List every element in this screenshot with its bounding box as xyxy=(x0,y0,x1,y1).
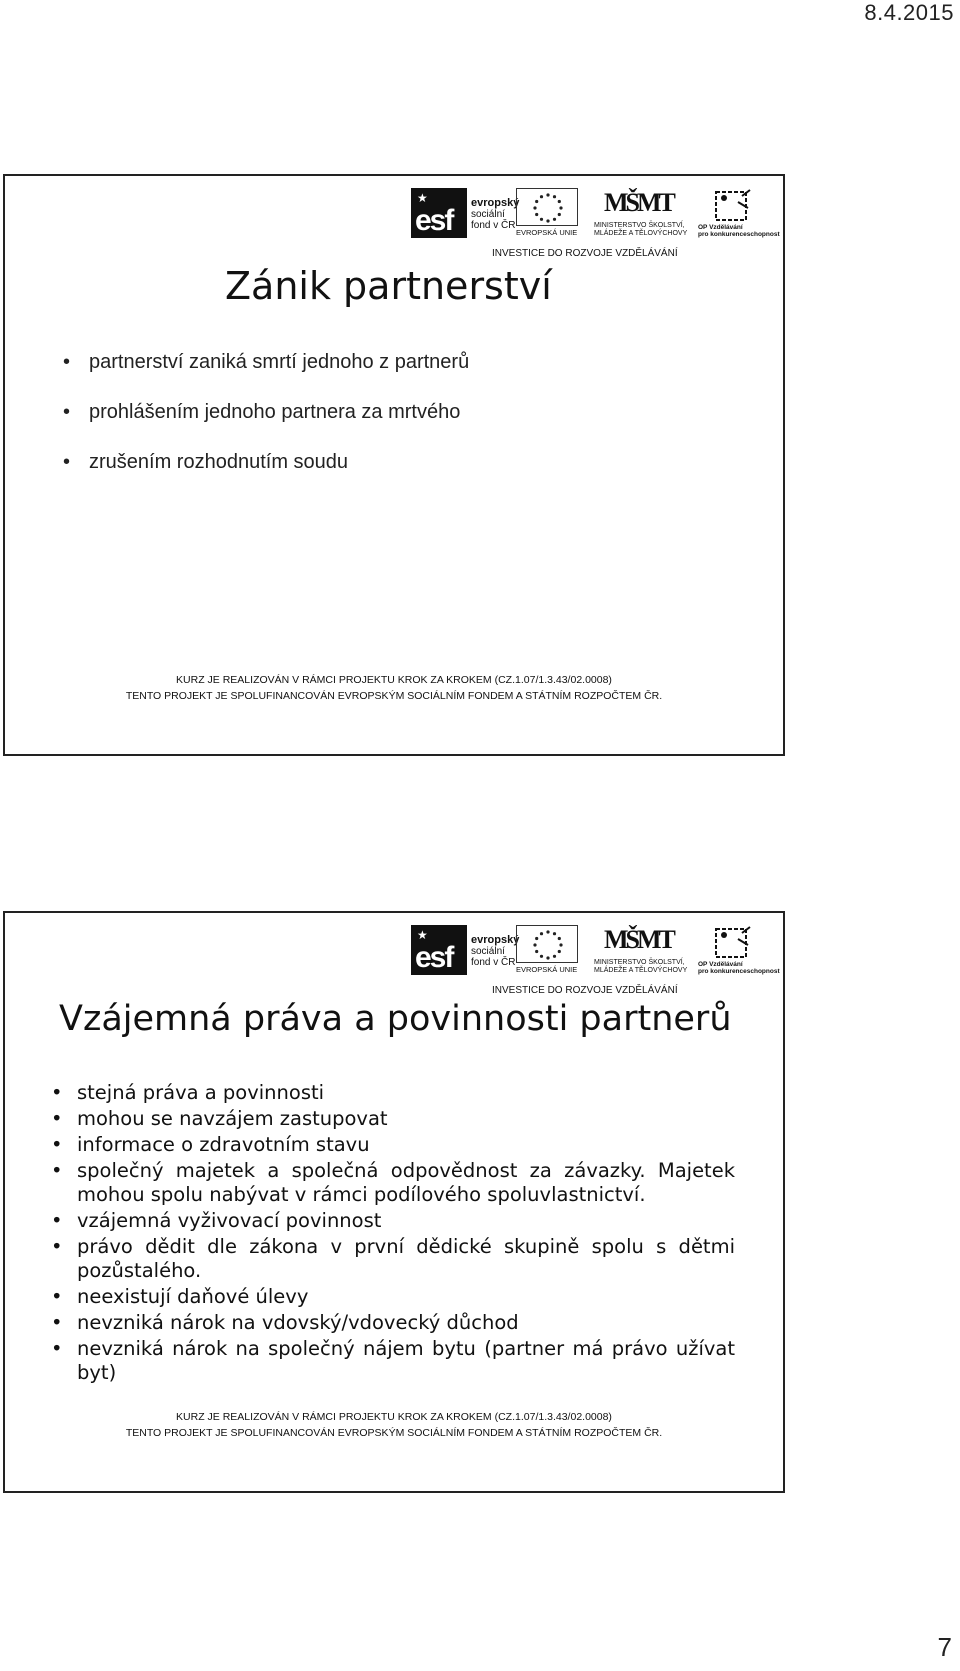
eu-logo xyxy=(516,925,578,975)
op-text-line2: pro konkurenceschopnost xyxy=(698,968,780,975)
bullet-list xyxy=(89,350,739,500)
list-item: • mohou se navzájem zastupovat xyxy=(77,1107,735,1131)
msmt-mark-icon: MŠMT xyxy=(604,188,673,217)
page-date: 8.4.2015 xyxy=(864,0,954,25)
list-item: • nevzniká nárok na společný nájem bytu (partner má právo užívat byt) xyxy=(77,1337,735,1385)
msmt-text-line1: MINISTERSTVO ŠKOLSTVÍ, xyxy=(594,959,685,966)
list-item: • prohlášením jednoho partnera za mrtvého xyxy=(89,400,739,450)
op-logo xyxy=(694,188,780,238)
esf-text-line1: evropský xyxy=(471,197,520,209)
investice-label: INVESTICE DO ROZVOJE VZDĚLÁVÁNÍ xyxy=(492,248,678,259)
slide-footer xyxy=(5,672,783,704)
esf-logo xyxy=(411,188,520,238)
esf-mark-icon: ★ esf xyxy=(411,925,467,975)
esf-logo xyxy=(411,925,520,975)
list-item: • právo dědit dle zákona v první dědické skupině spolu s dětmi pozůstalého. xyxy=(77,1235,735,1283)
eu-flag-icon xyxy=(516,188,578,226)
op-text-line2: pro konkurenceschopnost xyxy=(698,231,780,238)
list-item: • společný majetek a společná odpovědnost za závazky. Majetek mohou spolu nabývat v rámci podílového spoluvlastnictví. xyxy=(77,1159,735,1207)
logo-bar xyxy=(406,925,780,1001)
op-text-line1: OP Vzdělávání xyxy=(698,961,743,968)
list-item: • partnerství zaniká smrtí jednoho z partnerů xyxy=(89,350,739,400)
footer-line2: TENTO PROJEKT JE SPOLUFINANCOVÁN EVROPSKÝM SOCIÁLNÍM FONDEM A STÁTNÍM ROZPOČTEM ČR. xyxy=(125,690,663,702)
logo-bar xyxy=(406,188,780,264)
slide-1 xyxy=(3,174,785,756)
eu-logo xyxy=(516,188,578,238)
investice-label: INVESTICE DO ROZVOJE VZDĚLÁVÁNÍ xyxy=(492,985,678,996)
list-item: • neexistují daňové úlevy xyxy=(77,1285,735,1309)
msmt-logo xyxy=(594,188,688,238)
msmt-text-line2: MLÁDEŽE A TĚLOVÝCHOVY xyxy=(594,967,688,974)
eu-label: EVROPSKÁ UNIE xyxy=(516,965,578,974)
esf-text-line3: fond v ČR xyxy=(471,957,516,968)
list-item: • informace o zdravotním stavu xyxy=(77,1133,735,1157)
op-logo xyxy=(694,925,780,975)
page-number: 7 xyxy=(937,1632,952,1662)
msmt-logo xyxy=(594,925,688,975)
esf-mark-icon: ★ esf xyxy=(411,188,467,238)
slide-title: Zánik partnerství xyxy=(225,264,552,308)
list-item: • stejná práva a povinnosti xyxy=(77,1081,735,1105)
eu-label: EVROPSKÁ UNIE xyxy=(516,228,578,237)
slide-title: Vzájemná práva a povinnosti partnerů xyxy=(59,999,732,1039)
op-mark-icon xyxy=(698,188,768,224)
esf-text-line1: evropský xyxy=(471,934,520,946)
footer-line2: TENTO PROJEKT JE SPOLUFINANCOVÁN EVROPSKÝM SOCIÁLNÍM FONDEM A STÁTNÍM ROZPOČTEM ČR. xyxy=(125,1427,663,1439)
list-item: • zrušením rozhodnutím soudu xyxy=(89,450,739,500)
eu-flag-icon xyxy=(516,925,578,963)
esf-text-line2: sociální xyxy=(471,209,505,220)
bullet-list xyxy=(77,1081,735,1387)
op-text-line1: OP Vzdělávání xyxy=(698,224,743,231)
op-mark-icon xyxy=(698,925,768,961)
footer-line1: KURZ JE REALIZOVÁN V RÁMCI PROJEKTU KROK ZA KROKEM (CZ.1.07/1.3.43/02.0008) xyxy=(176,674,612,686)
esf-text-line2: sociální xyxy=(471,946,505,957)
footer-line1: KURZ JE REALIZOVÁN V RÁMCI PROJEKTU KROK ZA KROKEM (CZ.1.07/1.3.43/02.0008) xyxy=(176,1411,612,1423)
slide-footer xyxy=(5,1409,783,1441)
list-item: • nevzniká nárok na vdovský/vdovecký důchod xyxy=(77,1311,735,1335)
slide-2 xyxy=(3,911,785,1493)
msmt-mark-icon: MŠMT xyxy=(604,925,673,954)
msmt-text-line1: MINISTERSTVO ŠKOLSTVÍ, xyxy=(594,222,685,229)
esf-text-line3: fond v ČR xyxy=(471,220,516,231)
list-item: • vzájemná vyživovací povinnost xyxy=(77,1209,735,1233)
msmt-text-line2: MLÁDEŽE A TĚLOVÝCHOVY xyxy=(594,230,688,237)
